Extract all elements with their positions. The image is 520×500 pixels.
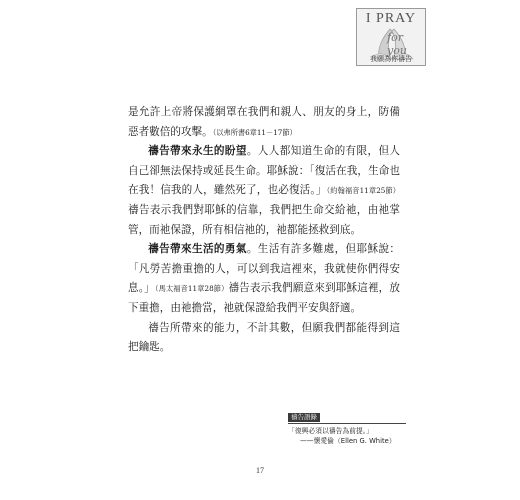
scripture-reference: （約翰福音11章25節） [326, 186, 400, 196]
paragraph [128, 240, 400, 318]
paragraph-heading: 禱告帶來生活的勇氣 [148, 243, 247, 256]
quote-box [288, 404, 406, 446]
logo-script-text: for you [387, 31, 407, 57]
paragraph-text: 禱告表示我們對耶穌的信靠，我們把生命交給祂，由祂掌管，而祂保證，所有相信祂的，祂都能拯救到底。 [128, 203, 400, 236]
paragraph [128, 319, 400, 358]
paragraph-text: 禱告所帶來的能力，不計其數，但願我們都能得到這把鑰匙。 [128, 321, 400, 354]
scripture-reference: （馬太福音11章28節） [154, 284, 229, 294]
divider [288, 423, 406, 424]
paragraph-text: 。生活有許多難處，但耶穌說：「凡勞苦擔重擔的人，可以到我這裡來，我就使你們得安息。」 [128, 243, 401, 295]
logo-caption: 我願為你禱告 [370, 55, 412, 63]
quote-label: 禱告語錄 [288, 413, 320, 422]
paragraph [128, 142, 400, 240]
paragraph-text: 是允許上帝將保護網罩在我們和親人、朋友的身上，防備惡者數倍的攻擊。 [128, 106, 400, 138]
paragraph-text: 禱告表示我們願意來到耶穌這裡，放下重擔，由祂擔當，祂就保證給我們平安與舒適。 [128, 282, 400, 314]
quote-author: ——懷愛倫（Ellen G. White） [300, 437, 396, 445]
paragraph-text: 。人人都知道生命的有限，但人自己卻無法保持或延長生命。耶穌說：「復活在我，生命也在我！信我的人，雖然死了，也必復活。」 [128, 145, 401, 197]
body-text [128, 103, 400, 358]
paragraph [128, 103, 400, 142]
paragraph-heading: 禱告帶來永生的盼望 [148, 145, 247, 158]
quote-text: 「復興必須以禱告為前提。」 [288, 427, 373, 435]
scripture-reference: （以弗所書6章11－17節） [212, 127, 297, 137]
logo-title: I PRAY [365, 11, 417, 26]
page-number: 17 [256, 466, 264, 475]
book-logo [356, 8, 426, 66]
